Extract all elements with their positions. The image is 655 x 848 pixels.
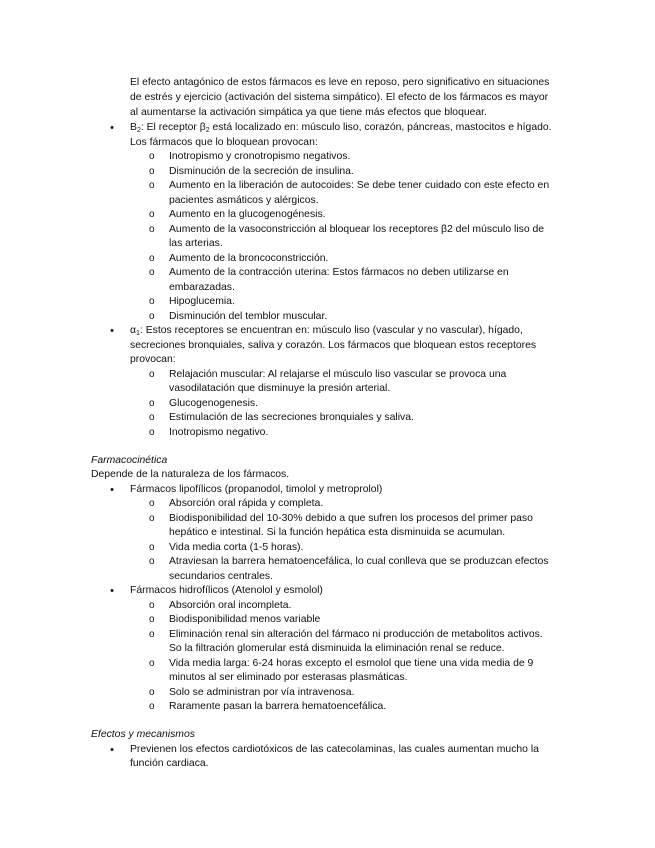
effects-item: Previenen los efectos cardiotóxicos de las catecolaminas, las cuales aumentan mucho la bbox=[130, 744, 539, 755]
alpha1-text: : Estos receptores se encuentran en: músculo liso (vascular y no vascular), hígado, bbox=[139, 325, 523, 336]
hydrophilic-item: Vida media larga: 6-24 horas excepto el esmolol que tiene una vida media de 9 bbox=[169, 658, 534, 669]
alpha1-item: Glucogenogenesis. bbox=[169, 398, 258, 409]
hydrophilic-item: Raramente pasan la barrera hematoencefálica. bbox=[169, 701, 387, 712]
bullet-circle-icon: o bbox=[149, 600, 155, 611]
effects-item-cont: función cardiaca. bbox=[130, 758, 209, 769]
bullet-disc-icon: • bbox=[110, 585, 114, 597]
bullet-circle-icon: o bbox=[149, 253, 155, 264]
lipophilic-item-cont: secundarios centrales. bbox=[169, 571, 273, 582]
intro-line-1: El efecto antagónico de estos fármacos es leve en reposo, pero significativo en situaciones bbox=[130, 77, 550, 88]
bullet-circle-icon: o bbox=[149, 687, 155, 698]
alpha1-item: Estimulación de las secreciones bronquiales y saliva. bbox=[169, 412, 414, 423]
effects-heading: Efectos y mecanismos bbox=[91, 729, 195, 740]
beta-symbol-subscript: 2 bbox=[205, 127, 210, 134]
pharmacokinetics-intro: Depende de la naturaleza de los fármacos. bbox=[91, 469, 290, 480]
alpha1-symbol: α bbox=[130, 325, 137, 336]
alpha1-item: Relajación muscular: Al relajarse el músculo liso vascular se provoca una bbox=[169, 369, 507, 380]
hydrophilic-item-cont: So la filtración glomerular está disminuida la eliminación renal se reduce. bbox=[169, 643, 505, 654]
intro-line-3: al aumentarse la activación simpática ya que tiene más efectos que bloquear. bbox=[130, 107, 487, 118]
hydrophilic-group-label: Fármacos hidrofílicos (Atenolol y esmolol) bbox=[130, 585, 323, 596]
bullet-circle-icon: o bbox=[149, 658, 155, 669]
bullet-circle-icon: o bbox=[149, 224, 155, 235]
bullet-circle-icon: o bbox=[149, 267, 155, 278]
bullet-disc-icon: • bbox=[110, 122, 114, 134]
beta2-item: Aumento en la liberación de autocoides: Se debe tener cuidado con este efecto en bbox=[169, 180, 550, 191]
bullet-circle-icon: o bbox=[149, 412, 155, 423]
bullet-circle-icon: o bbox=[149, 427, 155, 438]
bullet-circle-icon: o bbox=[149, 209, 155, 220]
beta2-item: Disminución de la secreción de insulina. bbox=[169, 166, 354, 177]
beta2-symbol: B bbox=[130, 122, 137, 133]
beta2-item-cont: embarazadas. bbox=[169, 282, 235, 293]
alpha1-heading-line bbox=[130, 324, 523, 339]
alpha1-item: Inotropismo negativo. bbox=[169, 427, 269, 438]
alpha1-item-cont: vasodilatación que disminuye la presión arterial. bbox=[169, 383, 391, 394]
bullet-disc-icon: • bbox=[110, 744, 114, 756]
bullet-circle-icon: o bbox=[149, 369, 155, 380]
bullet-disc-icon: • bbox=[110, 484, 114, 496]
bullet-circle-icon: o bbox=[149, 629, 155, 640]
hydrophilic-item: Solo se administran por vía intravenosa. bbox=[169, 687, 355, 698]
bullet-circle-icon: o bbox=[149, 296, 155, 307]
hydrophilic-item: Eliminación renal sin alteración del fármaco ni producción de metabolitos activos. bbox=[169, 629, 543, 640]
beta2-item: Aumento de la contracción uterina: Estos fármacos no deben utilizarse en bbox=[169, 267, 509, 278]
alpha1-subscript: 1 bbox=[136, 330, 140, 337]
bullet-circle-icon: o bbox=[149, 701, 155, 712]
beta2-item-cont: las arterias. bbox=[169, 238, 223, 249]
beta2-line-2: Los fármacos que lo bloquean provocan: bbox=[130, 137, 318, 148]
beta2-item-cont: pacientes asmáticos y alérgicos. bbox=[169, 195, 319, 206]
alpha1-line-2: secreciones bronquiales, saliva y corazón. Los fármacos que bloquean estos receptores bbox=[130, 340, 537, 351]
lipophilic-group-label: Fármacos lipofílicos (propanodol, timolol y metroprolol) bbox=[130, 484, 383, 495]
beta2-item: Inotropismo y cronotropismo negativos. bbox=[169, 151, 351, 162]
lipophilic-item: Absorción oral rápida y completa. bbox=[169, 498, 324, 509]
bullet-circle-icon: o bbox=[149, 398, 155, 409]
hydrophilic-item: Absorción oral incompleta. bbox=[169, 600, 292, 611]
bullet-circle-icon: o bbox=[149, 542, 155, 553]
beta2-item: Aumento de la vasoconstricción al bloquear los receptores β2 del músculo liso de bbox=[169, 224, 545, 235]
lipophilic-item: Vida media corta (1-5 horas). bbox=[169, 542, 304, 553]
bullet-circle-icon: o bbox=[149, 498, 155, 509]
bullet-circle-icon: o bbox=[149, 614, 155, 625]
bullet-circle-icon: o bbox=[149, 151, 155, 162]
beta-symbol: β bbox=[199, 122, 206, 133]
lipophilic-item-cont: hepático e intestinal. Si la función hepática esta disminuida se acumulan. bbox=[169, 527, 506, 538]
lipophilic-item: Atraviesan la barrera hematoencefálica, lo cual conlleva que se produzcan efectos bbox=[169, 556, 549, 567]
lipophilic-item: Biodisponibilidad del 10-30% debido a que sufren los procesos del primer paso bbox=[169, 513, 533, 524]
bullet-circle-icon: o bbox=[149, 166, 155, 177]
hydrophilic-item-cont: minutos al ser eliminado por esterasas plasmáticas. bbox=[169, 672, 408, 683]
bullet-circle-icon: o bbox=[149, 180, 155, 191]
bullet-circle-icon: o bbox=[149, 556, 155, 567]
beta2-item: Hipoglucemia. bbox=[169, 296, 235, 307]
beta2-text-after: está localizado en: músculo liso, corazón, páncreas, mastocitos e hígado. bbox=[209, 122, 552, 133]
intro-line-2: de estrés y ejercicio (activación del sistema simpático). El efecto de los fármacos es mayor bbox=[130, 92, 549, 103]
hydrophilic-item: Biodisponibilidad menos variable bbox=[169, 614, 321, 625]
pharmacokinetics-heading: Farmacocinética bbox=[91, 455, 168, 466]
bullet-circle-icon: o bbox=[149, 513, 155, 524]
beta2-item: Disminución del temblor muscular. bbox=[169, 311, 328, 322]
beta2-item: Aumento en la glucogenogénesis. bbox=[169, 209, 326, 220]
bullet-disc-icon: • bbox=[110, 325, 114, 337]
beta2-text-before: : El receptor bbox=[140, 122, 200, 133]
beta2-heading-line bbox=[130, 121, 552, 136]
beta2-subscript: 2 bbox=[136, 127, 141, 134]
alpha1-line-3: provocan: bbox=[130, 354, 176, 365]
beta2-item: Aumento de la broncoconstricción. bbox=[169, 253, 329, 264]
bullet-circle-icon: o bbox=[149, 311, 155, 322]
